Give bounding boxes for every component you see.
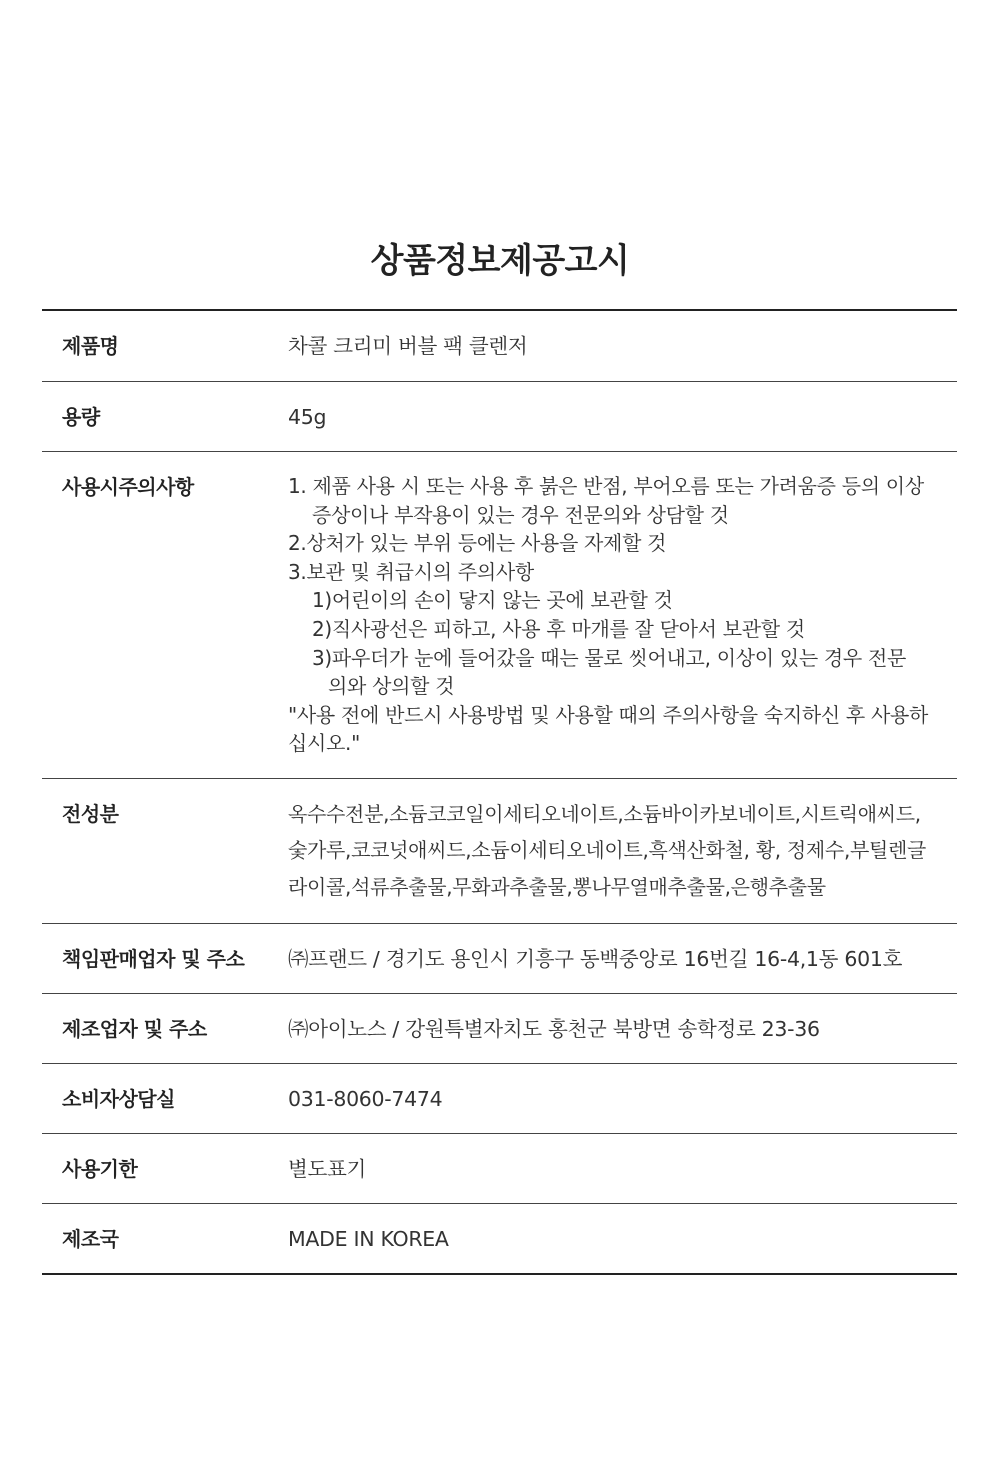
row-value: 별도표기 [288,1157,367,1182]
row-value: MADE IN KOREA [288,1227,449,1252]
table-row-expiry [42,1133,957,1203]
row-value: 031-8060-7474 [288,1087,443,1112]
caution-line: 2)직사광선은 피하고, 사용 후 마개를 잘 닫아서 보관할 것 [312,616,805,641]
table-row-capacity [42,381,957,451]
table-row-ingredients [42,778,957,924]
product-info-table [42,309,957,1275]
row-value: 45g [288,405,327,429]
ingredients-line: 라이콜,석류추출물,무화과추출물,뽕나무열매추출물,은행추출물 [288,874,826,899]
row-label: 용량 [62,405,100,429]
row-label: 책임판매업자 및 주소 [62,947,245,972]
caution-line: 십시오." [288,731,361,756]
row-label: 제조업자 및 주소 [62,1017,207,1042]
table-row-origin [42,1203,957,1273]
ingredients-line: 숯가루,코코넛애씨드,소듐이세티오네이트,흑색산화철, 황, 정제수,부틸렌글 [288,838,927,863]
caution-line: "사용 전에 반드시 사용방법 및 사용할 때의 주의사항을 숙지하신 후 사용하 [288,702,929,727]
row-label: 제조국 [62,1227,119,1252]
ingredients-text [288,779,957,924]
table-row-caution [42,451,957,778]
caution-line: 1)어린이의 손이 닿지 않는 곳에 보관할 것 [312,588,673,613]
row-label: 소비자상담실 [62,1087,175,1112]
caution-line: 3)파우더가 눈에 들어갔을 때는 물로 씻어내고, 이상이 있는 경우 전문 [312,645,907,670]
table-row-product-name [42,311,957,381]
row-label: 전성분 [62,801,119,826]
caution-line: 의와 상의할 것 [328,674,455,699]
caution-text [288,452,957,778]
caution-line: 2.상처가 있는 부위 등에는 사용을 자제할 것 [288,531,667,556]
row-label: 제품명 [62,334,119,358]
row-label: 사용기한 [62,1157,138,1182]
caution-line: 증상이나 부작용이 있는 경우 전문의와 상담할 것 [312,502,729,527]
ingredients-line: 옥수수전분,소듐코코일이세티오네이트,소듐바이카보네이트,시트릭애씨드, [288,801,921,826]
page-title: 상품정보제공고시 [370,241,630,281]
row-value: ㈜프랜드 / 경기도 용인시 기흥구 동백중앙로 16번길 16-4,1동 601호 [288,947,903,972]
row-label: 사용시주의사항 [62,475,194,499]
table-row-seller [42,923,957,993]
table-row-manufacturer [42,993,957,1063]
table-row-consumer-center [42,1063,957,1133]
row-value: 차콜 크리미 버블 팩 클렌저 [288,334,528,358]
caution-line: 3.보관 및 취급시의 주의사항 [288,559,534,584]
row-value: ㈜아이노스 / 강원특별자치도 홍천군 북방면 송학정로 23-36 [288,1017,820,1042]
caution-line: 1. 제품 사용 시 또는 사용 후 붉은 반점, 부어오름 또는 가려움증 등의 이상 [288,474,924,498]
